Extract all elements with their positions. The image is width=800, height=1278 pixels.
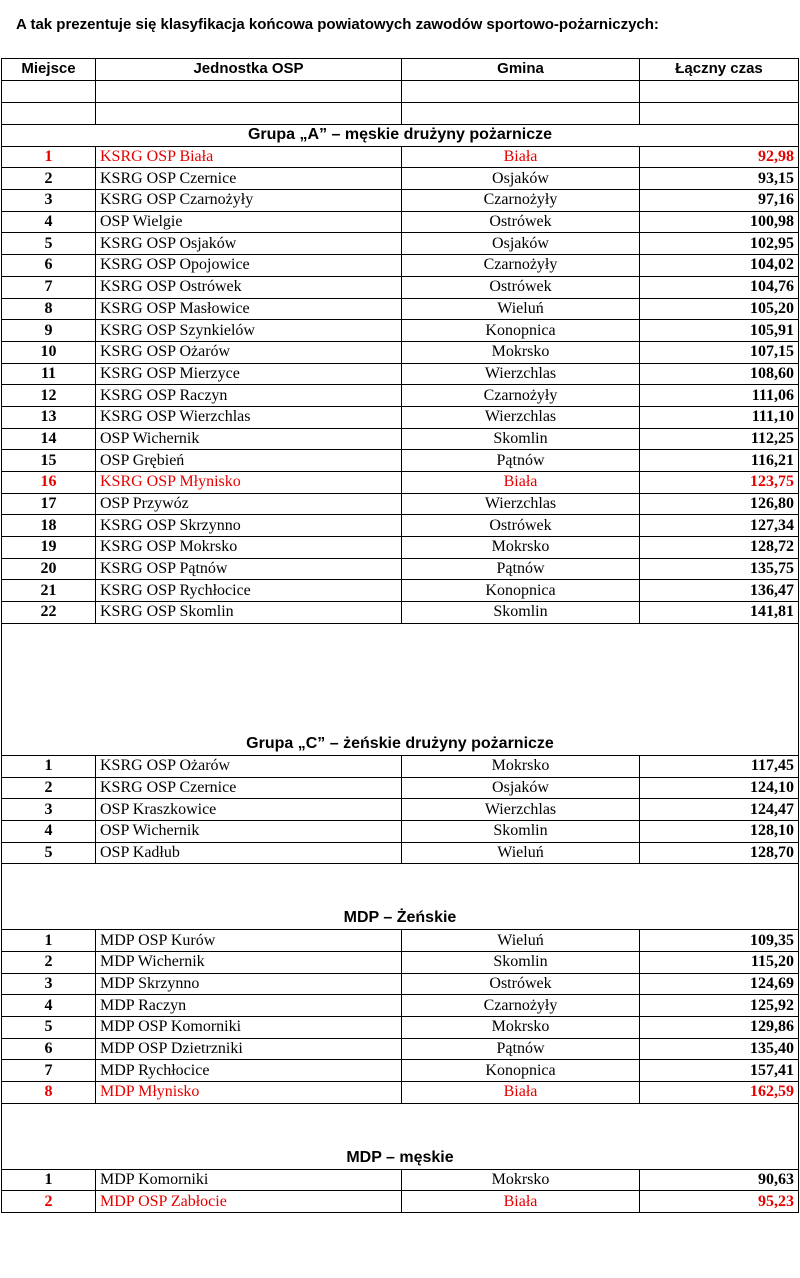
table-row: [2, 428, 799, 450]
gmina-cell: Ostrówek: [402, 211, 640, 233]
gmina-cell: Skomlin: [402, 951, 640, 973]
gmina-cell: Pątnów: [402, 558, 640, 580]
rank-cell: 10: [2, 341, 96, 363]
unit-cell: MDP Wichernik: [96, 951, 402, 973]
table-row: [2, 558, 799, 580]
table-row: [2, 363, 799, 385]
blank-row: [2, 102, 799, 124]
time-cell: 95,23: [640, 1191, 799, 1213]
time-cell: 141,81: [640, 602, 799, 624]
gmina-cell: Mokrsko: [402, 755, 640, 777]
time-cell: 104,02: [640, 255, 799, 277]
rank-cell: 3: [2, 799, 96, 821]
gmina-cell: Ostrówek: [402, 276, 640, 298]
table-row: [2, 1017, 799, 1039]
table-row: [2, 602, 799, 624]
unit-cell: KSRG OSP Skomlin: [96, 602, 402, 624]
table-row: [2, 1082, 799, 1104]
gmina-cell: Wierzchlas: [402, 799, 640, 821]
table-row: [2, 842, 799, 864]
unit-cell: KSRG OSP Czernice: [96, 168, 402, 190]
unit-cell: KSRG OSP Raczyn: [96, 385, 402, 407]
gmina-cell: Biała: [402, 472, 640, 494]
unit-cell: KSRG OSP Mierzyce: [96, 363, 402, 385]
unit-cell: KSRG OSP Biała: [96, 146, 402, 168]
gmina-cell: Wieluń: [402, 298, 640, 320]
rank-cell: 21: [2, 580, 96, 602]
table-row: [2, 515, 799, 537]
time-cell: 129,86: [640, 1017, 799, 1039]
gmina-cell: Biała: [402, 1082, 640, 1104]
gmina-cell: Wieluń: [402, 842, 640, 864]
unit-cell: MDP Raczyn: [96, 995, 402, 1017]
table-row: [2, 820, 799, 842]
rank-cell: 9: [2, 320, 96, 342]
rank-cell: 5: [2, 1017, 96, 1039]
time-cell: 124,69: [640, 973, 799, 995]
rank-cell: 18: [2, 515, 96, 537]
table-row: [2, 1038, 799, 1060]
table-row: [2, 1169, 799, 1191]
intro-text: A tak prezentuje się klasyfikacja końcowa powiatowych zawodów sportowo-pożarniczych:: [16, 16, 659, 33]
gmina-cell: Mokrsko: [402, 537, 640, 559]
table-row: [2, 1060, 799, 1082]
table-row: [2, 190, 799, 212]
table-row: [2, 233, 799, 255]
rank-cell: 8: [2, 298, 96, 320]
time-cell: 124,47: [640, 799, 799, 821]
rank-cell: 6: [2, 255, 96, 277]
rank-cell: 8: [2, 1082, 96, 1104]
results-table: [1, 58, 799, 1213]
unit-cell: KSRG OSP Czernice: [96, 777, 402, 799]
time-cell: 128,10: [640, 820, 799, 842]
rank-cell: 5: [2, 233, 96, 255]
unit-cell: KSRG OSP Mokrsko: [96, 537, 402, 559]
table-row: [2, 777, 799, 799]
gmina-cell: Konopnica: [402, 1060, 640, 1082]
rank-cell: 16: [2, 472, 96, 494]
rank-cell: 1: [2, 930, 96, 952]
time-cell: 117,45: [640, 755, 799, 777]
rank-cell: 5: [2, 842, 96, 864]
rank-cell: 22: [2, 602, 96, 624]
gmina-cell: Ostrówek: [402, 973, 640, 995]
table-row: [2, 450, 799, 472]
gmina-cell: Biała: [402, 146, 640, 168]
time-cell: 105,20: [640, 298, 799, 320]
time-cell: 115,20: [640, 951, 799, 973]
gmina-cell: Konopnica: [402, 580, 640, 602]
time-cell: 116,21: [640, 450, 799, 472]
rank-cell: 13: [2, 406, 96, 428]
rank-cell: 6: [2, 1038, 96, 1060]
results-body: [2, 80, 799, 1212]
unit-cell: OSP Wielgie: [96, 211, 402, 233]
rank-cell: 2: [2, 951, 96, 973]
time-cell: 111,10: [640, 406, 799, 428]
table-row: [2, 493, 799, 515]
rank-cell: 2: [2, 168, 96, 190]
time-cell: 136,47: [640, 580, 799, 602]
unit-cell: KSRG OSP Pątnów: [96, 558, 402, 580]
time-cell: 105,91: [640, 320, 799, 342]
group-title: MDP – Żeńskie: [2, 864, 799, 930]
group-title: Grupa „A” – męskie drużyny pożarnicze: [2, 124, 799, 146]
gmina-cell: Czarnożyły: [402, 385, 640, 407]
group-header: [2, 864, 799, 930]
time-cell: 92,98: [640, 146, 799, 168]
gmina-cell: Konopnica: [402, 320, 640, 342]
unit-cell: MDP Komorniki: [96, 1169, 402, 1191]
gmina-cell: Mokrsko: [402, 1169, 640, 1191]
time-cell: 124,10: [640, 777, 799, 799]
rank-cell: 3: [2, 973, 96, 995]
header-gmina: Gmina: [402, 59, 640, 81]
time-cell: 112,25: [640, 428, 799, 450]
header-unit: Jednostka OSP: [96, 59, 402, 81]
rank-cell: 1: [2, 146, 96, 168]
rank-cell: 20: [2, 558, 96, 580]
table-row: [2, 406, 799, 428]
group-header: [2, 124, 799, 146]
table-row: [2, 298, 799, 320]
gmina-cell: Wieluń: [402, 930, 640, 952]
time-cell: 126,80: [640, 493, 799, 515]
unit-cell: OSP Wichernik: [96, 820, 402, 842]
gmina-cell: Skomlin: [402, 602, 640, 624]
time-cell: 127,34: [640, 515, 799, 537]
gmina-cell: Osjaków: [402, 777, 640, 799]
rank-cell: 14: [2, 428, 96, 450]
time-cell: 111,06: [640, 385, 799, 407]
time-cell: 157,41: [640, 1060, 799, 1082]
table-row: [2, 168, 799, 190]
unit-cell: KSRG OSP Młynisko: [96, 472, 402, 494]
blank-row: [2, 80, 799, 102]
unit-cell: MDP Młynisko: [96, 1082, 402, 1104]
unit-cell: KSRG OSP Ożarów: [96, 341, 402, 363]
gmina-cell: Osjaków: [402, 168, 640, 190]
rank-cell: 7: [2, 1060, 96, 1082]
table-row: [2, 472, 799, 494]
gmina-cell: Mokrsko: [402, 1017, 640, 1039]
unit-cell: OSP Grębień: [96, 450, 402, 472]
rank-cell: 2: [2, 1191, 96, 1213]
time-cell: 97,16: [640, 190, 799, 212]
gmina-cell: Wierzchlas: [402, 493, 640, 515]
gmina-cell: Biała: [402, 1191, 640, 1213]
unit-cell: KSRG OSP Opojowice: [96, 255, 402, 277]
rank-cell: 1: [2, 755, 96, 777]
table-row: [2, 255, 799, 277]
unit-cell: MDP OSP Kurów: [96, 930, 402, 952]
gmina-cell: Pątnów: [402, 450, 640, 472]
unit-cell: KSRG OSP Rychłocice: [96, 580, 402, 602]
table-row: [2, 995, 799, 1017]
unit-cell: KSRG OSP Szynkielów: [96, 320, 402, 342]
group-title: Grupa „C” – żeńskie drużyny pożarnicze: [2, 623, 799, 755]
gmina-cell: Czarnożyły: [402, 190, 640, 212]
time-cell: 135,75: [640, 558, 799, 580]
table-row: [2, 211, 799, 233]
group-title: MDP – męskie: [2, 1103, 799, 1169]
rank-cell: 4: [2, 211, 96, 233]
unit-cell: KSRG OSP Skrzynno: [96, 515, 402, 537]
time-cell: 107,15: [640, 341, 799, 363]
unit-cell: MDP Rychłocice: [96, 1060, 402, 1082]
rank-cell: 1: [2, 1169, 96, 1191]
time-cell: 90,63: [640, 1169, 799, 1191]
rank-cell: 2: [2, 777, 96, 799]
rank-cell: 11: [2, 363, 96, 385]
table-row: [2, 341, 799, 363]
unit-cell: MDP OSP Komorniki: [96, 1017, 402, 1039]
table-row: [2, 1191, 799, 1213]
rank-cell: 4: [2, 995, 96, 1017]
gmina-cell: Skomlin: [402, 428, 640, 450]
unit-cell: KSRG OSP Ostrówek: [96, 276, 402, 298]
header-row: [2, 59, 799, 81]
rank-cell: 7: [2, 276, 96, 298]
unit-cell: OSP Kadłub: [96, 842, 402, 864]
unit-cell: KSRG OSP Wierzchlas: [96, 406, 402, 428]
gmina-cell: Czarnożyły: [402, 995, 640, 1017]
time-cell: 123,75: [640, 472, 799, 494]
gmina-cell: Wierzchlas: [402, 363, 640, 385]
gmina-cell: Osjaków: [402, 233, 640, 255]
table-row: [2, 276, 799, 298]
table-row: [2, 385, 799, 407]
gmina-cell: Wierzchlas: [402, 406, 640, 428]
table-row: [2, 973, 799, 995]
rank-cell: 19: [2, 537, 96, 559]
table-row: [2, 537, 799, 559]
group-header: [2, 1103, 799, 1169]
gmina-cell: Ostrówek: [402, 515, 640, 537]
time-cell: 135,40: [640, 1038, 799, 1060]
rank-cell: 4: [2, 820, 96, 842]
unit-cell: MDP OSP Dzietrzniki: [96, 1038, 402, 1060]
time-cell: 109,35: [640, 930, 799, 952]
table-row: [2, 799, 799, 821]
unit-cell: KSRG OSP Osjaków: [96, 233, 402, 255]
unit-cell: OSP Przywóz: [96, 493, 402, 515]
rank-cell: 15: [2, 450, 96, 472]
gmina-cell: Mokrsko: [402, 341, 640, 363]
unit-cell: MDP OSP Zabłocie: [96, 1191, 402, 1213]
time-cell: 128,72: [640, 537, 799, 559]
table-row: [2, 580, 799, 602]
table-row: [2, 951, 799, 973]
time-cell: 128,70: [640, 842, 799, 864]
gmina-cell: Pątnów: [402, 1038, 640, 1060]
group-header: [2, 623, 799, 755]
rank-cell: 3: [2, 190, 96, 212]
unit-cell: OSP Kraszkowice: [96, 799, 402, 821]
unit-cell: KSRG OSP Ożarów: [96, 755, 402, 777]
table-row: [2, 755, 799, 777]
unit-cell: OSP Wichernik: [96, 428, 402, 450]
time-cell: 102,95: [640, 233, 799, 255]
header-rank: Miejsce: [2, 59, 96, 81]
unit-cell: KSRG OSP Masłowice: [96, 298, 402, 320]
time-cell: 108,60: [640, 363, 799, 385]
time-cell: 125,92: [640, 995, 799, 1017]
table-row: [2, 930, 799, 952]
header-time: Łączny czas: [640, 59, 799, 81]
time-cell: 100,98: [640, 211, 799, 233]
gmina-cell: Skomlin: [402, 820, 640, 842]
gmina-cell: Czarnożyły: [402, 255, 640, 277]
rank-cell: 12: [2, 385, 96, 407]
table-row: [2, 146, 799, 168]
time-cell: 104,76: [640, 276, 799, 298]
table-row: [2, 320, 799, 342]
time-cell: 93,15: [640, 168, 799, 190]
unit-cell: MDP Skrzynno: [96, 973, 402, 995]
time-cell: 162,59: [640, 1082, 799, 1104]
unit-cell: KSRG OSP Czarnożyły: [96, 190, 402, 212]
rank-cell: 17: [2, 493, 96, 515]
